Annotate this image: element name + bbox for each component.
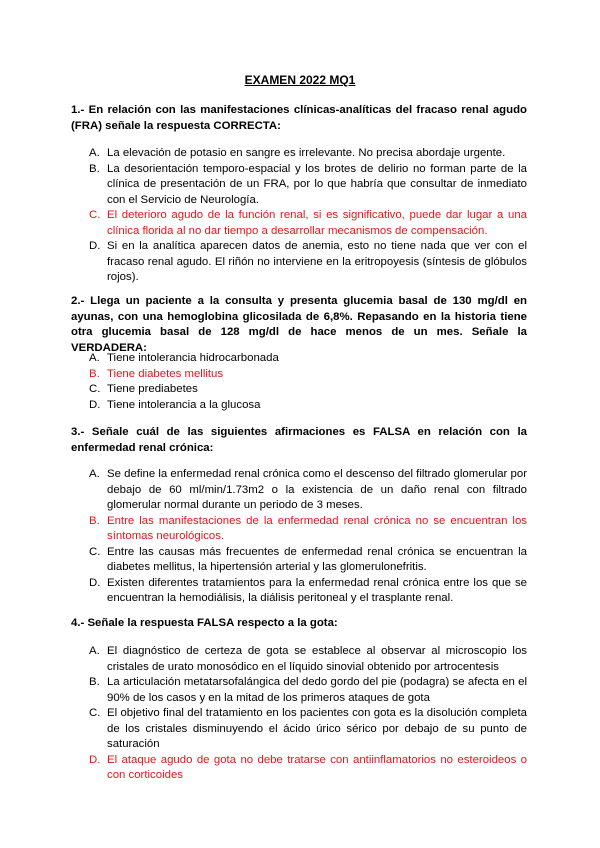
option-1a [89,146,527,162]
option-text: El deterioro agudo de la función renal, si es significativo, puede dar lugar a una clínica florida al no dar tiempo a desarrollar mecanismos de compensación. [107,209,527,237]
option-letter: D. [89,240,101,252]
question-3-options [89,467,527,607]
option-text: El ataque agudo de gota no debe tratarse con antiinflamatorios no esteroideos o con corticoides [107,753,527,781]
option-text: El diagnóstico de certeza de gota se establece al observar al microscopio los cristales de urato monosódico en el líquido sinovial obtenido por artrocentesis [107,645,527,673]
option-letter: D. [89,753,101,766]
option-text: Se define la enfermedad renal crónica como el descenso del filtrado glomerular por debajo de 60 ml/min/1.73m2 o la existencia de un daño renal con filtrado glomerular normal durante un periodo de 3 meses. [107,468,527,511]
option-2a [89,351,527,367]
option-text: Tiene diabetes mellitus [107,367,224,380]
option-letter: A. [89,645,100,657]
option-letter: B. [89,676,100,688]
option-4d-correct [89,753,527,784]
option-3c [89,545,527,576]
option-text: El objetivo final del tratamiento en los pacientes con gota es la disolución completa de los cristales disminuyendo el ácido úrico sérico por debajo de su punto de saturación [107,707,527,750]
question-1-stem: 1.- En relación con las manifestaciones clínicas-analíticas del fracaso renal agudo (FRA) señale la respuesta CORRECTA: [71,104,527,132]
option-text: Tiene intolerancia a la glucosa [107,398,261,411]
option-text: Entre las causas más frecuentes de enfermedad renal crónica se encuentran la diabetes mellitus, la hipertensión arterial y las glomerulonefritis. [107,545,527,573]
question-4-options [89,644,527,784]
option-text: Si en la analítica aparecen datos de anemia, esto no tiene nada que ver con el fracaso renal agudo. El riñón no interviene en la eritropoyesis (síntesis de glóbulos rojos). [107,240,527,283]
question-3-stem: 3.- Señale cuál de las siguientes afirmaciones es FALSA en relación con la enfermedad renal crónica: [71,426,527,454]
option-letter: B. [89,514,100,527]
page-title: EXAMEN 2022 MQ1 [244,73,356,87]
option-letter: B. [89,367,100,380]
option-text: La elevación de potasio en sangre es irrelevante. No precisa abordaje urgente. [107,147,506,159]
option-3d [89,576,527,607]
option-3b-correct [89,514,527,545]
option-2c [89,382,527,398]
option-text: La articulación metatarsofalángica del dedo gordo del pie (podagra) se afecta en el 90% de los casos y en la mitad de los primeros ataques de gota [107,676,527,704]
option-letter: C. [89,545,101,558]
option-text: Tiene prediabetes [107,383,198,395]
option-4c [89,706,527,753]
option-letter: A. [89,147,100,159]
option-letter: D. [89,398,101,411]
option-letter: B. [89,162,100,175]
option-1b [89,162,527,209]
option-text: Existen diferentes tratamientos para la enfermedad renal crónica entre los que se encuentran la hemodiálisis, la diálisis peritoneal y el trasplante renal. [107,576,527,604]
option-letter: C. [89,383,101,395]
option-2d [89,398,527,414]
question-2-options [89,351,527,413]
option-1d [89,239,527,286]
question-4-stem: 4.- Señale la respuesta FALSA respecto a la gota: [71,617,338,629]
option-letter: D. [89,576,101,589]
option-text: La desorientación temporo-espacial y los brotes de delirio no forman parte de la clínica de presentación de un FRA, por lo que habría que consultar de inmediato con el Servicio de Neurología. [107,162,527,206]
option-text: Tiene intolerancia hidrocarbonada [107,352,279,364]
option-letter: A. [89,352,100,364]
option-1c-correct [89,208,527,239]
option-letter: A. [89,468,100,480]
question-1-options [89,146,527,286]
option-letter: C. [89,707,101,719]
option-3a [89,467,527,514]
option-4b [89,675,527,706]
option-2b-correct [89,367,527,383]
option-4a [89,644,527,675]
option-text: Entre las manifestaciones de la enfermedad renal crónica no se encuentran los síntomas neurológicos. [107,514,527,542]
option-letter: C. [89,209,101,221]
question-2-stem: 2.- Llega un paciente a la consulta y presenta glucemia basal de 130 mg/dl en ayunas, con una hemoglobina glicosilada de 6,8%. Repasando en la historia tiene otra glucemia basal de 128 mg/dl de hace menos de un mes. Señale la VERDADERA: [71,295,527,354]
